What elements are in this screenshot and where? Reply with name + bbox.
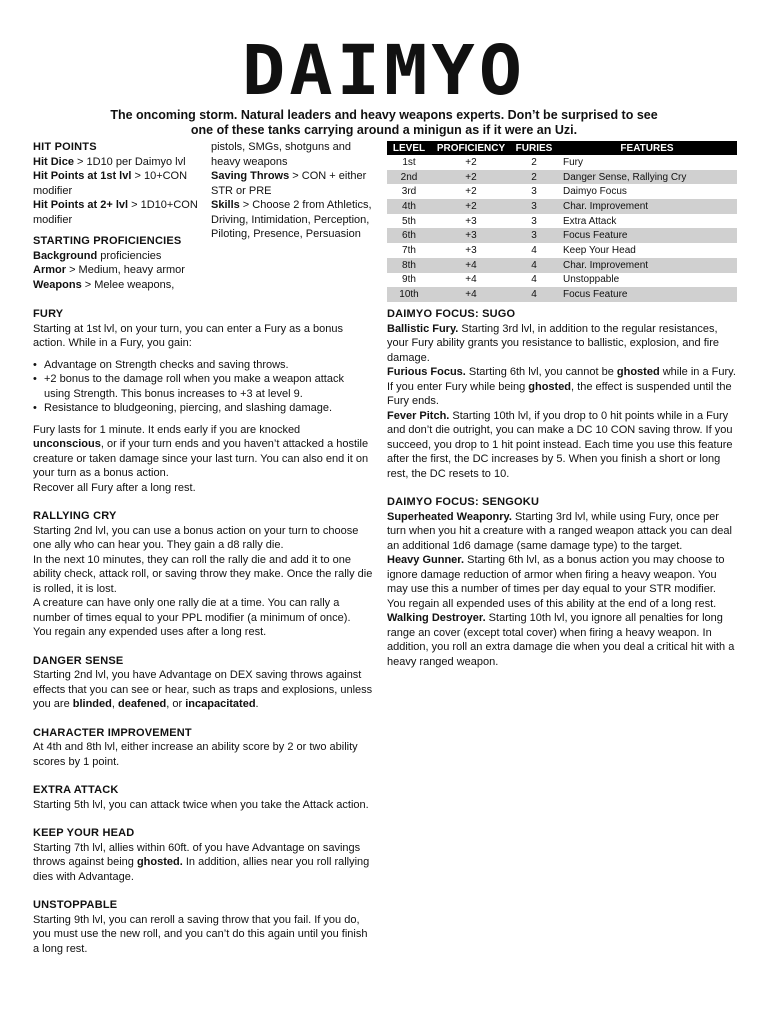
list-item: • +2 bonus to the damage roll when you make a weapon attack using Strength. This bonus increases to +3 at level 9.: [33, 372, 373, 401]
page-title: DAIMYO: [241, 30, 527, 110]
rallying-p3: A creature can have only one rally die at a time. You can rally a number of times equal to your PPL modifier (a minimum of once).: [33, 597, 351, 624]
table-row: [387, 243, 737, 258]
left-column: [33, 307, 373, 956]
fury-heading: FURY: [33, 308, 64, 320]
cell-features: Keep Your Head: [563, 244, 636, 256]
list-item: • Advantage on Strength checks and saving throws.: [33, 358, 373, 373]
level-table-body: [387, 155, 737, 302]
cell-prof: +3: [465, 215, 477, 227]
header-furies: FURIES: [511, 141, 557, 155]
list-item: • Resistance to bludgeoning, piercing, and slashing damage.: [33, 401, 373, 416]
cell-prof: +2: [465, 156, 477, 168]
cell-furies: 4: [511, 287, 557, 302]
cell-prof: +3: [465, 244, 477, 256]
cell-level: 4th: [387, 199, 431, 214]
cell-features: Fury: [563, 156, 583, 168]
cell-furies: 3: [511, 199, 557, 214]
furious-focus: Furious Focus. Starting 6th lvl, you cannot be ghosted while in a Fury. If you enter Fury while being ghosted, the effect is suspended until the Fury ends.: [387, 366, 736, 407]
table-row: [387, 199, 737, 214]
danger-text: Starting 2nd lvl, you have Advantage on DEX saving throws against effects that you can see or hear, such as traps and explosions, unless you are blinded, deafened, or incapacitated.: [33, 669, 373, 710]
hit-points-section: [33, 140, 205, 292]
cell-features: Daimyo Focus: [563, 186, 627, 198]
skills-line: Skills > Choose 2 from Athletics, Driving, Intimidation, Perception, Piloting, Presence, Persuasion: [211, 199, 372, 240]
table-row: [387, 273, 737, 288]
hit-points-heading: HIT POINTS: [33, 141, 97, 153]
sugo-heading: DAIMYO FOCUS: SUGO: [387, 308, 516, 320]
cell-prof: +4: [465, 274, 477, 286]
cell-furies: 4: [511, 258, 557, 273]
hit-dice-line: Hit Dice > 1D10 per Daimyo lvl: [33, 155, 186, 168]
table-row: [387, 184, 737, 199]
hp-first-line: Hit Points at 1st lvl > 10+CON modifier: [33, 170, 188, 197]
cell-level: 7th: [402, 244, 416, 256]
rallying-p2: In the next 10 minutes, they can roll the rally die and add it to one ability check, attack roll, or saving throw they make. Once the rally die is rolled, it is lost.: [33, 553, 373, 595]
cell-level: 8th: [387, 258, 431, 273]
cell-furies: 3: [511, 228, 557, 243]
header-proficiency: PROFICIENCY: [431, 141, 511, 155]
cell-furies: 2: [531, 156, 537, 168]
cell-features: Char. Improvement: [557, 258, 737, 273]
hp-higher-line: Hit Points at 2+ lvl > 1D10+CON modifier: [33, 199, 198, 226]
cell-prof: +2: [465, 186, 477, 198]
background-line: Background proficiencies: [33, 249, 162, 262]
keep-head-heading: KEEP YOUR HEAD: [33, 827, 135, 839]
cell-level: 10th: [387, 287, 431, 302]
table-row: [387, 155, 737, 170]
proficiencies-heading: STARTING PROFICIENCIES: [33, 235, 182, 247]
cell-level: 3rd: [401, 186, 417, 198]
cell-prof: +2: [431, 170, 511, 185]
fury-intro: Starting at 1st lvl, on your turn, you can enter a Fury as a bonus action. While in a Fury, you gain:: [33, 322, 343, 349]
cell-prof: +4: [431, 287, 511, 302]
cell-features: Danger Sense, Rallying Cry: [557, 170, 737, 185]
keep-head-text: Starting 7th lvl, allies within 60ft. of you have Advantage on savings throws against being ghosted. In addition, allies near you roll rallying dies with Advantage.: [33, 841, 370, 883]
weapons-continued: pistols, SMGs, shotguns and heavy weapons: [211, 141, 352, 168]
cell-furies: 3: [531, 215, 537, 227]
cell-prof: +3: [431, 228, 511, 243]
rallying-heading: RALLYING CRY: [33, 510, 117, 522]
level-table: [387, 141, 737, 302]
ballistic-fury: Ballistic Fury. Starting 3rd lvl, in addition to the regular resistances, your Fury ability grants you resistance to ballistic, explosion, and fire damage.: [387, 322, 719, 364]
extra-attack-heading: EXTRA ATTACK: [33, 784, 119, 796]
danger-heading: DANGER SENSE: [33, 654, 124, 667]
weapons-line: Weapons > Melee weapons,: [33, 278, 175, 291]
unstoppable-heading: UNSTOPPABLE: [33, 899, 118, 911]
table-row: [387, 258, 737, 273]
walking-destroyer: Walking Destroyer. Starting 10th lvl, you ignore all penalties for long range an cover (except total cover) when firing a heavy weapon. In addition, you roll an extra damage die when you deal a critical hit with a heavy ranged weapon.: [387, 612, 735, 668]
cell-features: Char. Improvement: [557, 199, 737, 214]
subtitle: The oncoming storm. Natural leaders and heavy weapons experts. Don’t be surprised to see one of these tanks carrying around a minigun as if it were an Uzi.: [110, 108, 658, 137]
improvement-text: At 4th and 8th lvl, either increase an ability score by 2 or two ability scores by 1 point.: [33, 741, 358, 768]
fury-end: Fury lasts for 1 minute. It ends early if you are knocked unconscious, or if your turn ends and you haven’t attacked a hostile creature or taken damage since your last turn. You can also end it on your turn as a bonus action.: [33, 423, 369, 479]
rallying-p4: You regain any expended uses after a long rest.: [33, 626, 267, 638]
fever-pitch: Fever Pitch. Starting 10th lvl, if you drop to 0 hit points while in a Fury and don’t die outright, you can make a DC 10 CON saving throw. If you succeed, you drop to 1 hit point instead. Each time you use this feature after the first, the DC increases by 5. When you finish a short or long rest, the DC resets to 10.: [387, 409, 733, 480]
cell-prof: +2: [431, 199, 511, 214]
heavy-gunner: Heavy Gunner. Starting 6th lvl, as a bonus action you may choose to ignore damage reduction of armor when firing a heavy weapon. You may use this a number of times per day equal to your STR modifier. You regain all expended uses of this ability at the end of a long rest.: [387, 554, 725, 610]
right-column: [387, 307, 737, 669]
cell-prof: +4: [431, 258, 511, 273]
cell-features: Extra Attack: [563, 215, 617, 227]
rallying-p1: Starting 2nd lvl, you can use a bonus action on your turn to choose one ally who can hear you. They gain a d8 rally die.: [33, 524, 359, 551]
cell-features: Focus Feature: [557, 287, 737, 302]
cell-level: 5th: [402, 215, 416, 227]
cell-furies: 3: [531, 186, 537, 198]
cell-furies: 2: [511, 170, 557, 185]
header-features: FEATURES: [557, 141, 737, 155]
cell-features: Focus Feature: [557, 228, 737, 243]
cell-features: Unstoppable: [563, 274, 620, 286]
cell-furies: 4: [531, 274, 537, 286]
saving-throws-line: Saving Throws > CON + either STR or PRE: [211, 170, 367, 197]
cell-level: 1st: [402, 156, 416, 168]
table-row: [387, 228, 737, 243]
proficiencies-continued: [211, 140, 381, 242]
cell-furies: 4: [531, 244, 537, 256]
table-header-row: [387, 141, 737, 155]
superheated-weaponry: Superheated Weaponry. Starting 3rd lvl, while using Fury, once per turn when you hit a creature with a ranged weapon attack you can deal an additional 1d6 damage (same damage type) to the target.: [387, 510, 732, 552]
sengoku-heading: DAIMYO FOCUS: SENGOKU: [387, 496, 540, 508]
extra-attack-text: Starting 5th lvl, you can attack twice when you take the Attack action.: [33, 798, 369, 811]
table-row: [387, 287, 737, 302]
improvement-heading: CHARACTER IMPROVEMENT: [33, 726, 192, 739]
cell-level: 9th: [402, 274, 416, 286]
cell-level: 2nd: [387, 170, 431, 185]
cell-level: 6th: [387, 228, 431, 243]
fury-bullets: [33, 358, 373, 416]
table-row: [387, 214, 737, 229]
unstoppable-text: Starting 9th lvl, you can reroll a saving throw that you fail. If you do, you must use the new roll, and you can’t do this again until you finish a long rest.: [33, 913, 368, 955]
fury-recover: Recover all Fury after a long rest.: [33, 481, 196, 494]
table-row: [387, 170, 737, 185]
armor-line: Armor > Medium, heavy armor: [33, 264, 185, 276]
header-level: LEVEL: [387, 141, 431, 155]
